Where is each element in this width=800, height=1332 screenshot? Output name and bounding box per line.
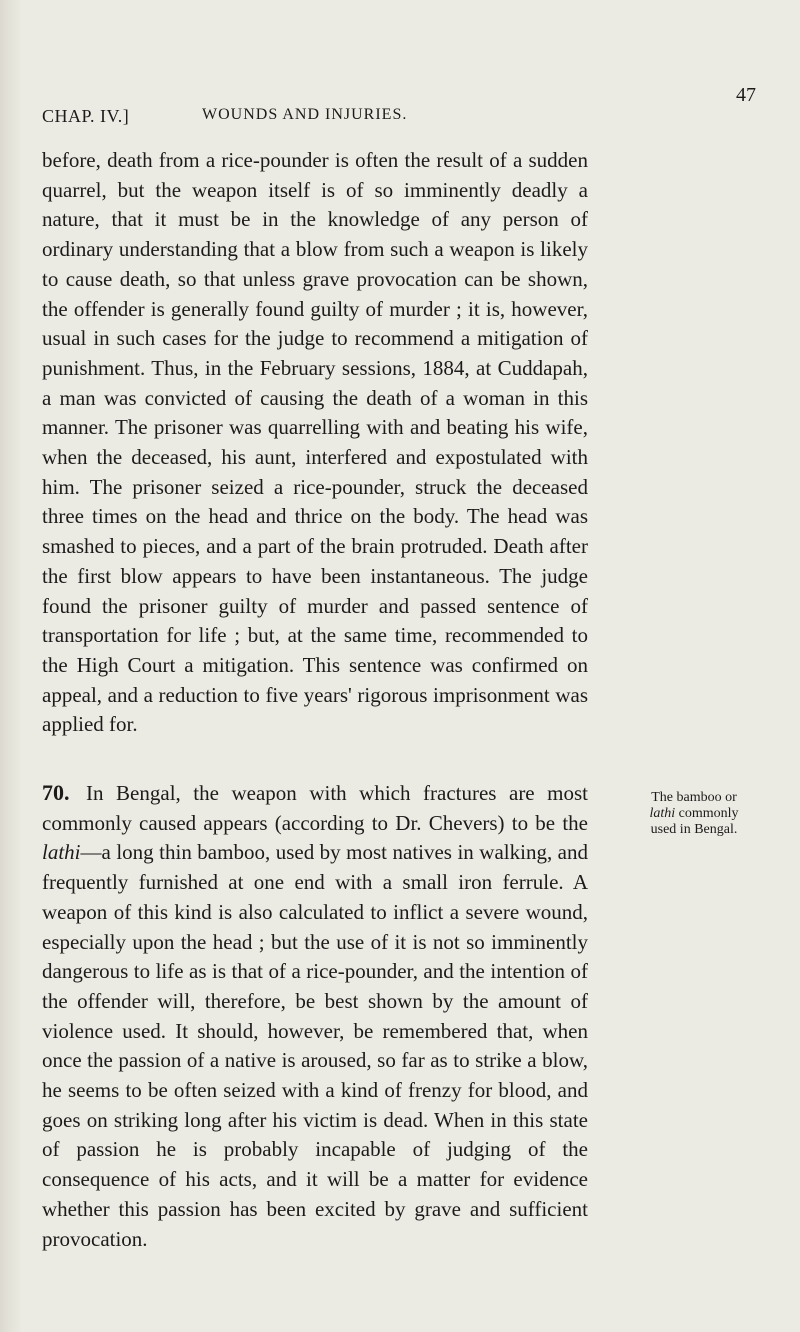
margin-note-line-3: used in Bengal. bbox=[650, 822, 738, 837]
paragraph-2-italic-term: lathi bbox=[42, 840, 81, 865]
paragraph-2 bbox=[42, 778, 588, 1254]
page-edge bbox=[0, 0, 22, 1332]
paragraph-2-part-2: —a long thin bamboo, used by most natives in walking, and frequently furnished at one end with a small iron ferrule. A weapon of this kind is also calculated to inflict a severe wound, especially upon the head ; but the use of it is not so imminently dangerous to life as is that of a rice-pounder, and the intention of the offender will, therefore, be best shown by the amount of violence used. It should, however, be remembered that, when once the passion of a native is aroused, so far as to strike a blow, he seems to be often seized with a kind of frenzy for blood, and goes on striking long after his victim is dead. When in this state of passion he is probably incapable of judging of the consequence of his acts, and it will be a matter for evidence whether this passion has been excited by grave and sufficient provocation. bbox=[42, 840, 588, 1251]
chapter-label: CHAP. IV.] bbox=[42, 106, 130, 126]
margin-note-line-2-rest: commonly bbox=[675, 806, 739, 821]
margin-note-italic-term: lathi bbox=[649, 806, 676, 821]
page-number: 47 bbox=[736, 84, 756, 106]
paragraph-2-text bbox=[42, 778, 588, 1254]
paragraph-1-text: before, death from a rice-pounder is often the result of a sudden quarrel, but the weapon itself is of so imminently deadly a nature, that it must be in the knowledge of any person of ordinary understanding that a blow from such a weapon is likely to cause death, so that unless grave provocation can be shown, the offender is generally found guilty of murder ; it is, however, usual in such cases for the judge to recommend a mitigation of punishment. Thus, in the February sessions, 1884, at Cuddapah, a man was convicted of causing the death of a woman in this manner. The prisoner was quarrelling with and beating his wife, when the deceased, his aunt, interfered and expostulated with him. The prisoner seized a rice-pounder, struck the deceased three times on the head and thrice on the body. The head was smashed to pieces, and a part of the brain protruded. Death after the first blow appears to have been instantaneous. The judge found the prisoner guilty of murder and passed sentence of transportation for life ; but, at the same time, recommended to the High Court a mitigation. This sentence was confirmed on appeal, and a reduction to five years' rigorous imprisonment was applied for. bbox=[42, 148, 588, 737]
margin-note-line-2 bbox=[624, 806, 764, 822]
paragraph-2-part-1: In Bengal, the weapon with which fractures are most commonly caused appears (according to Dr. Chevers) to be the bbox=[42, 781, 588, 835]
margin-note-line-1: The bamboo or bbox=[651, 790, 737, 805]
paragraph-1 bbox=[42, 146, 588, 740]
running-title: WOUNDS AND INJURIES. bbox=[202, 106, 408, 123]
section-number: 70. bbox=[42, 780, 70, 805]
margin-note bbox=[624, 790, 764, 838]
